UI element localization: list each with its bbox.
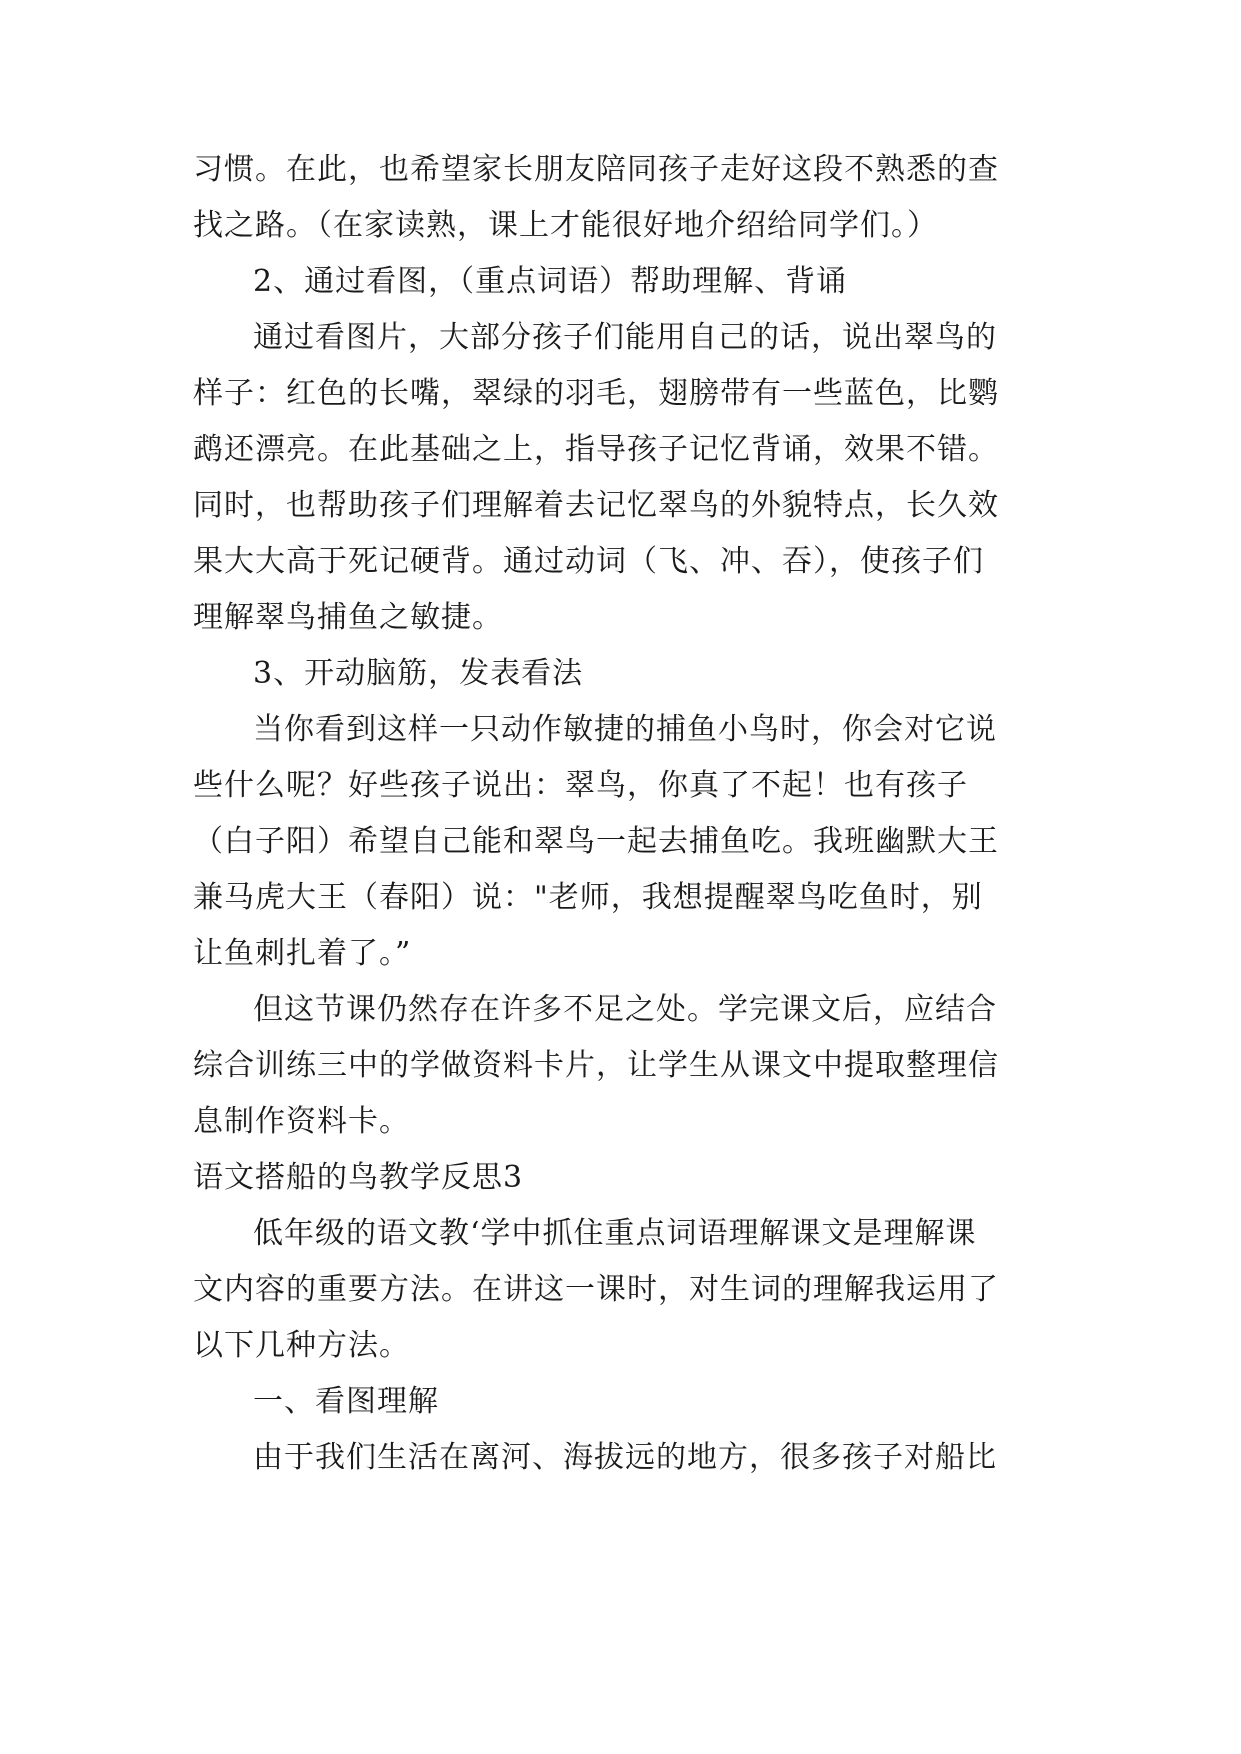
text-line: 由于我们生活在离河、海拔远的地方，很多孩子对船比 (253, 1440, 997, 1475)
text-line: 兼马虎大王（春阳）说："老师，我想提醒翠鸟吃鱼时，别 (193, 880, 983, 915)
text-line: 以下几种方法。 (193, 1328, 410, 1363)
text-line: 息制作资料卡。 (193, 1104, 410, 1139)
article-title: 语文搭船的鸟教学反思3 (193, 1160, 524, 1195)
text-line: 低年级的语文教‘学中抓住重点词语理解课文是理解课 (253, 1216, 977, 1251)
section-heading: 2、通过看图，（重点词语）帮助理解、背诵 (253, 264, 848, 299)
text-line: 通过看图片，大部分孩子们能用自己的话，说出翠鸟的 (253, 320, 997, 355)
text-line: （白子阳）希望自己能和翠鸟一起去捕鱼吃。我班幽默大王 (193, 824, 999, 859)
text-line: 果大大高于死记硬背。通过动词（飞、冲、吞），使孩子们 (193, 544, 984, 579)
section-heading: 一、看图理解 (253, 1384, 439, 1419)
text-line: 综合训练三中的学做资料卡片，让学生从课文中提取整理信 (193, 1048, 999, 1083)
text-line: 鹉还漂亮。在此基础之上，指导孩子记忆背诵，效果不错。 (193, 432, 999, 467)
text-line: 样子：红色的长嘴，翠绿的羽毛，翅膀带有一些蓝色，比鹦 (193, 376, 999, 411)
text-line: 同时，也帮助孩子们理解着去记忆翠鸟的外貌特点，长久效 (193, 488, 999, 523)
text-line: 文内容的重要方法。在讲这一课时，对生词的理解我运用了 (193, 1272, 999, 1307)
text-line: 些什么呢？好些孩子说出：翠鸟，你真了不起！也有孩子 (193, 768, 968, 803)
text-line: 但这节课仍然存在许多不足之处。学完课文后，应结合 (253, 992, 997, 1027)
text-line: 找之路。（在家读熟，课上才能很好地介绍给同学们。） (193, 208, 938, 243)
text-line: 当你看到这样一只动作敏捷的捕鱼小鸟时，你会对它说 (253, 712, 997, 747)
section-heading: 3、开动脑筋，发表看法 (253, 656, 584, 691)
text-line: 理解翠鸟捕鱼之敏捷。 (193, 600, 503, 635)
text-line: 习惯。在此，也希望家长朋友陪同孩子走好这段不熟悉的查 (193, 152, 999, 187)
text-line: 让鱼刺扎着了。” (193, 936, 412, 971)
